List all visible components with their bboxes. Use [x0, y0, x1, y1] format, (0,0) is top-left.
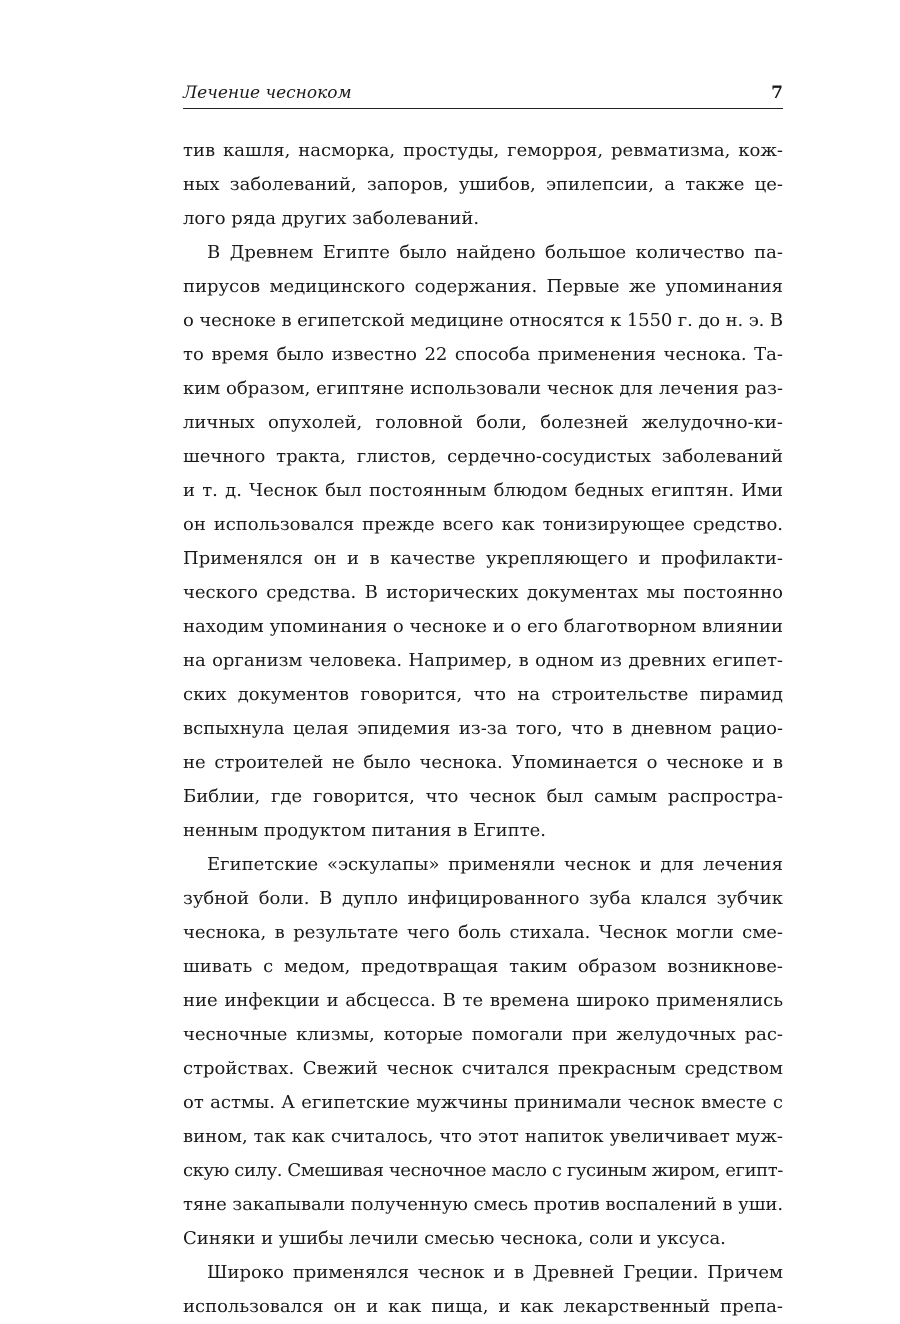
text-line: он использовался прежде всего как тонизирующее средство. [183, 514, 783, 535]
text-line: на организм человека. Например, в одном из древних египет- [183, 650, 783, 671]
paragraph-first-line: В Древнем Египте было найдено большое количество па- [207, 242, 783, 263]
text-line: ненным продуктом питания в Египте. [183, 820, 546, 841]
text-line: ние инфекции и абсцесса. В те времена широко применялись [183, 990, 783, 1011]
text-line: лого ряда других заболеваний. [183, 208, 480, 229]
running-head [183, 82, 783, 109]
text-line: чеснока, в результате чего боль стихала. Чеснок могли сме- [183, 922, 783, 943]
text-line: скую силу. Смешивая чесночное масло с гусиным жиром, египт- [183, 1160, 783, 1181]
text-line: ческого средства. В исторических документах мы постоянно [183, 582, 783, 603]
text-line: использовался он и как пища, и как лекарственный препа- [183, 1296, 783, 1317]
text-line: личных опухолей, головной боли, болезней желудочно-ки- [183, 412, 783, 433]
text-line: и т. д. Чеснок был постоянным блюдом бедных египтян. Ими [183, 480, 783, 501]
running-title: Лечение чесноком [183, 83, 352, 103]
text-line: тяне закапывали полученную смесь против воспалений в уши. [183, 1194, 783, 1215]
text-line: ных заболеваний, запоров, ушибов, эпилепсии, а также це- [183, 174, 783, 195]
text-line: вспыхнула целая эпидемия из-за того, что в дневном рацио- [183, 718, 783, 739]
text-line: шечного тракта, глистов, сердечно-сосудистых заболеваний [183, 446, 783, 467]
text-line: пирусов медицинского содержания. Первые же упоминания [183, 276, 783, 297]
text-line: Синяки и ушибы лечили смесью чеснока, соли и уксуса. [183, 1228, 726, 1249]
body-text [183, 134, 783, 1324]
text-line: Библии, где говорится, что чеснок был самым распростра- [183, 786, 783, 807]
text-line: ким образом, египтяне использовали чеснок для лечения раз- [183, 378, 783, 399]
text-line: от астмы. А египетские мужчины принимали чеснок вместе с [183, 1092, 783, 1113]
text-line: Применялся он и в качестве укрепляющего и профилакти- [183, 548, 783, 569]
text-line: о чесноке в египетской медицине относятся к 1550 г. до н. э. В [183, 310, 783, 331]
text-line: шивать с медом, предотвращая таким образом возникнове- [183, 956, 783, 977]
page-number: 7 [771, 83, 783, 103]
text-line: зубной боли. В дупло инфицированного зуба клался зубчик [183, 888, 783, 909]
text-line: чесночные клизмы, которые помогали при желудочных рас- [183, 1024, 783, 1045]
text-line: тив кашля, насморка, простуды, геморроя, ревматизма, кож- [183, 140, 783, 161]
paragraph-first-line: Широко применялся чеснок и в Древней Греции. Причем [207, 1262, 783, 1283]
text-line: не строителей не было чеснока. Упоминается о чесноке и в [183, 752, 783, 773]
text-line: то время было известно 22 способа применения чеснока. Та- [183, 344, 783, 365]
text-line: стройствах. Свежий чеснок считался прекрасным средством [183, 1058, 783, 1079]
paragraph-first-line: Египетские «эскулапы» применяли чеснок и для лечения [207, 854, 783, 875]
text-line: ских документов говорится, что на строительстве пирамид [183, 684, 783, 705]
text-line: вином, так как считалось, что этот напиток увеличивает муж- [183, 1126, 783, 1147]
text-line: находим упоминания о чесноке и о его благотворном влиянии [183, 616, 783, 637]
